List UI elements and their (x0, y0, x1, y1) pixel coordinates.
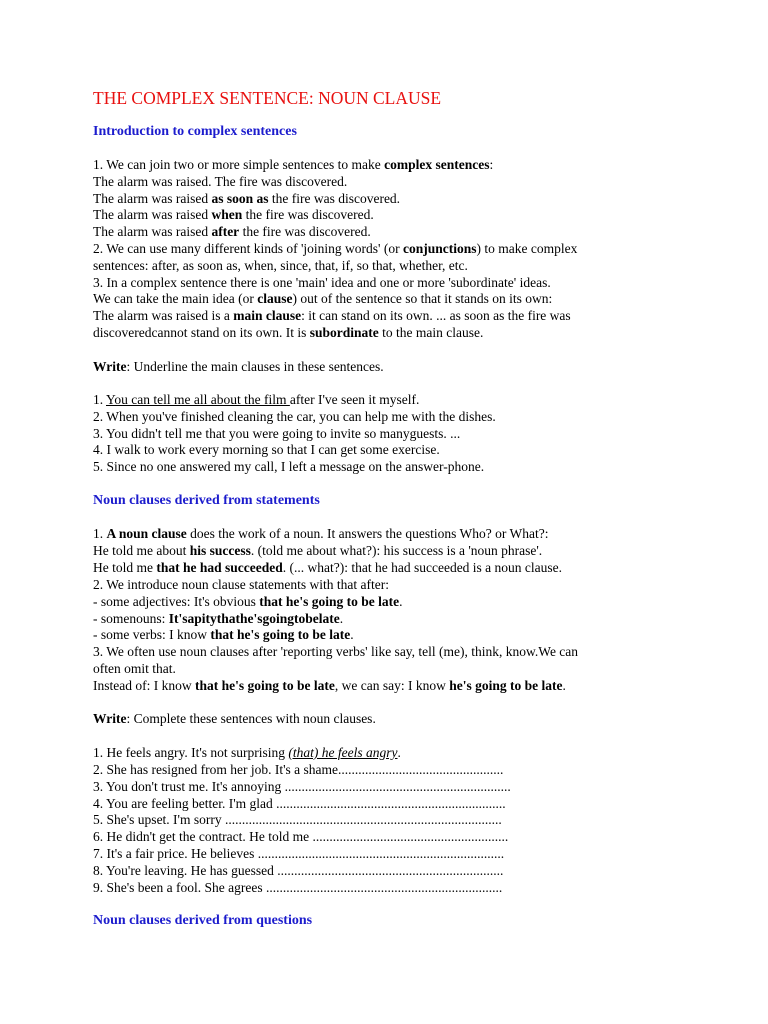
exercise-item: 2. She has resigned from her job. It's a shame................................................. (93, 762, 504, 777)
paragraph-line: - some verbs: I know that he's going to be late. (93, 627, 354, 642)
paragraph-line: Instead of: I know that he's going to be late, we can say: I know he's going to be late. (93, 678, 566, 693)
exercise-item: 4. You are feeling better. I'm glad .................................................................... (93, 796, 506, 811)
exercise-item: 1. You can tell me all about the film after I've seen it myself. (93, 392, 420, 407)
exercise-item: 1. He feels angry. It's not surprising (that) he feels angry. (93, 745, 401, 760)
paragraph-line: - somenouns: It'sapitythathe'sgoingtobelate. (93, 611, 344, 626)
exercise-item: 5. She's upset. I'm sorry .................................................................................. (93, 812, 502, 827)
paragraph-line: discoveredcannot stand on its own. It is subordinate to the main clause. (93, 325, 484, 340)
example-line: The alarm was raised as soon as the fire was discovered. (93, 191, 401, 206)
write-instruction: Write: Complete these sentences with noun clauses. (93, 711, 376, 726)
section-heading-statements: Noun clauses derived from statements (93, 493, 320, 508)
exercise-item: 4. I walk to work every morning so that I can get some exercise. (93, 442, 440, 457)
paragraph-line: 2. We introduce noun clause statements with that after: (93, 577, 389, 592)
exercise-item: 5. Since no one answered my call, I left a message on the answer-phone. (93, 459, 485, 474)
exercise-item: 9. She's been a fool. She agrees ...................................................................... (93, 880, 503, 895)
exercise-item: 8. You're leaving. He has guessed ................................................................... (93, 863, 504, 878)
exercise-item: 3. You didn't tell me that you were going to invite so manyguests. ... (93, 426, 461, 441)
exercise-item: 3. You don't trust me. It's annoying ................................................................... (93, 779, 511, 794)
paragraph-line: We can take the main idea (or clause) out of the sentence so that it stands on its own: (93, 291, 553, 306)
exercise-item: 7. It's a fair price. He believes ......................................................................... (93, 846, 505, 861)
section-heading-questions: Noun clauses derived from questions (93, 913, 313, 928)
paragraph-line: He told me about his success. (told me about what?): his success is a 'noun phrase'. (93, 543, 543, 558)
paragraph-line: 3. In a complex sentence there is one 'main' idea and one or more 'subordinate' ideas. (93, 275, 551, 290)
exercise-item: 2. When you've finished cleaning the car, you can help me with the dishes. (93, 409, 496, 424)
example-line: The alarm was raised when the fire was discovered. (93, 207, 374, 222)
example-line: The alarm was raised. The fire was discovered. (93, 174, 348, 189)
paragraph-line: 1. A noun clause does the work of a noun. It answers the questions Who? or What?: (93, 526, 549, 541)
paragraph-line: He told me that he had succeeded. (... what?): that he had succeeded is a noun clause. (93, 560, 563, 575)
paragraph-line: - some adjectives: It's obvious that he's going to be late. (93, 594, 403, 609)
paragraph-line: 1. We can join two or more simple sentences to make complex sentences: (93, 157, 494, 172)
paragraph-line: 2. We can use many different kinds of 'joining words' (or conjunctions) to make complex (93, 241, 578, 256)
paragraph-line: The alarm was raised is a main clause: it can stand on its own. ... as soon as the fire was (93, 308, 571, 323)
paragraph-line: sentences: after, as soon as, when, since, that, if, so that, whether, etc. (93, 258, 468, 273)
document-title: THE COMPLEX SENTENCE: NOUN CLAUSE (93, 88, 442, 108)
section-heading-intro: Introduction to complex sentences (93, 124, 297, 139)
paragraph-line: often omit that. (93, 661, 176, 676)
exercise-item: 6. He didn't get the contract. He told me .......................................................... (93, 829, 509, 844)
example-line: The alarm was raised after the fire was discovered. (93, 224, 371, 239)
write-instruction: Write: Underline the main clauses in these sentences. (93, 359, 384, 374)
paragraph-line: 3. We often use noun clauses after 'reporting verbs' like say, tell (me), think, know.We can (93, 644, 579, 659)
